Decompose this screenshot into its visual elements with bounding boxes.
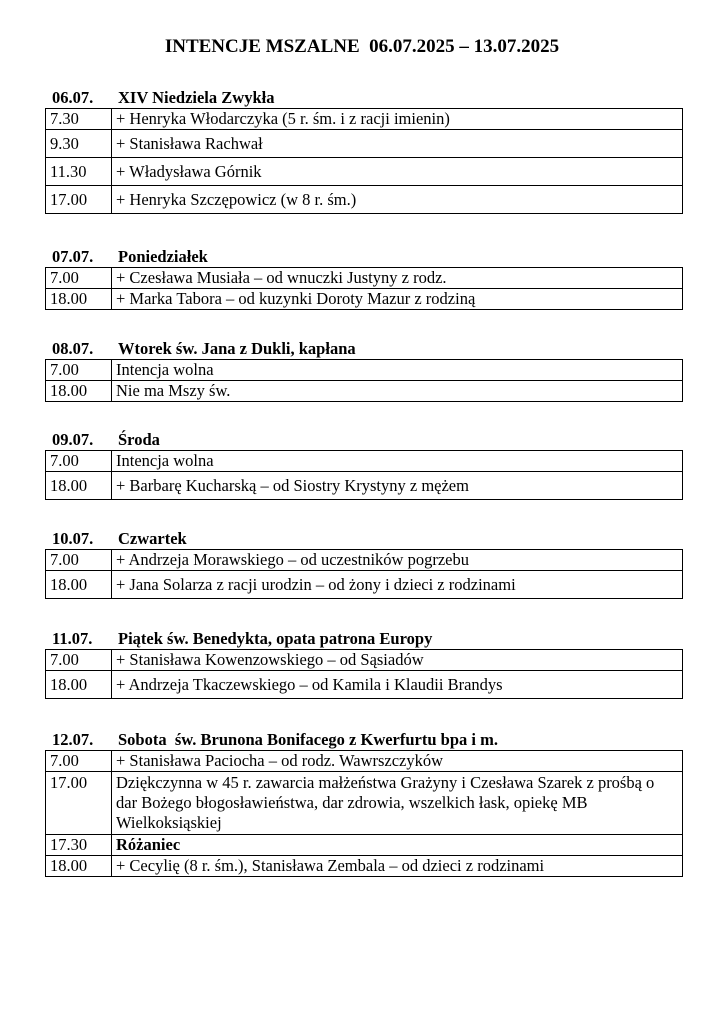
mass-intention: Różaniec [112,835,683,856]
day-header [45,87,683,108]
mass-time: 18.00 [46,381,112,402]
day-header [45,429,683,450]
day-name: Środa [118,430,160,449]
mass-time: 7.00 [46,268,112,289]
mass-intention: + Henryka Szczępowicz (w 8 r. śm.) [112,186,683,214]
mass-intention: + Andrzeja Tkaczewskiego – od Kamila i Klaudii Brandys [112,671,683,699]
mass-time: 11.30 [46,158,112,186]
day-header [45,729,683,750]
mass-time: 9.30 [46,130,112,158]
day-name: XIV Niedziela Zwykła [118,88,275,107]
mass-time: 18.00 [46,571,112,599]
table-row [46,289,683,310]
mass-intention: + Stanisława Kowenzowskiego – od Sąsiadów [112,650,683,671]
mass-intention: + Jana Solarza z racji urodzin – od żony i dzieci z rodzinami [112,571,683,599]
mass-time: 18.00 [46,472,112,500]
intentions-table [45,750,683,877]
mass-intention: Dziękczynna w 45 r. zawarcia małżeństwa Grażyny i Czesława Szarek z prośbą o dar Bożego błogosławieństwa, dar zdrowia, wszelkich łask, opiekę MB Wielkoksiąskiej [112,772,683,835]
table-row [46,472,683,500]
day-section [45,429,683,500]
day-section [45,87,683,214]
day-name: Poniedziałek [118,247,208,266]
day-date: 12.07. [52,730,94,749]
mass-intention: + Barbarę Kucharską – od Siostry Krystyny z mężem [112,472,683,500]
table-row [46,772,683,835]
day-header [45,628,683,649]
table-row [46,451,683,472]
mass-intention: + Władysława Górnik [112,158,683,186]
table-row [46,751,683,772]
table-row [46,835,683,856]
page-title: INTENCJE MSZALNE 06.07.2025 – 13.07.2025 [164,36,560,57]
day-section [45,338,683,402]
intentions-table [45,649,683,699]
mass-time: 7.30 [46,109,112,130]
day-name: Sobota św. Brunona Bonifacego z Kwerfurtu bpa i m. [118,730,498,749]
intentions-table [45,450,683,500]
intentions-table [45,549,683,599]
day-date: 07.07. [52,247,94,266]
table-row [46,381,683,402]
mass-time: 7.00 [46,751,112,772]
day-header [45,246,683,267]
table-row [46,650,683,671]
mass-intention: + Henryka Włodarczyka (5 r. śm. i z racji imienin) [112,109,683,130]
table-row [46,571,683,599]
table-row [46,268,683,289]
mass-intention: + Czesława Musiała – od wnuczki Justyny z rodz. [112,268,683,289]
mass-time: 7.00 [46,550,112,571]
mass-intention: + Stanisława Paciocha – od rodz. Wawrszczyków [112,751,683,772]
mass-time: 7.00 [46,451,112,472]
table-row [46,130,683,158]
day-header [45,528,683,549]
table-row [46,186,683,214]
table-row [46,109,683,130]
intentions-table [45,108,683,214]
mass-time: 18.00 [46,856,112,877]
mass-intention: + Stanisława Rachwał [112,130,683,158]
table-row [46,856,683,877]
day-date: 11.07. [52,629,93,648]
mass-intention: + Andrzeja Morawskiego – od uczestników pogrzebu [112,550,683,571]
day-section [45,628,683,699]
day-section [45,729,683,877]
day-name: Wtorek św. Jana z Dukli, kapłana [118,339,356,358]
mass-intention: + Marka Tabora – od kuzynki Doroty Mazur z rodziną [112,289,683,310]
intentions-table [45,267,683,310]
table-row [46,360,683,381]
day-name: Piątek św. Benedykta, opata patrona Europy [118,629,433,648]
mass-intention: Intencja wolna [112,451,683,472]
day-date: 06.07. [52,88,94,107]
table-row [46,158,683,186]
day-name: Czwartek [118,529,187,548]
mass-time: 7.00 [46,650,112,671]
mass-time: 17.30 [46,835,112,856]
mass-time: 18.00 [46,289,112,310]
mass-time: 18.00 [46,671,112,699]
intentions-table [45,359,683,402]
mass-intention: Nie ma Mszy św. [112,381,683,402]
day-date: 09.07. [52,430,94,449]
mass-intention: + Cecylię (8 r. śm.), Stanisława Zembala – od dzieci z rodzinami [112,856,683,877]
table-row [46,671,683,699]
day-header [45,338,683,359]
day-date: 08.07. [52,339,94,358]
day-section [45,528,683,599]
mass-time: 7.00 [46,360,112,381]
day-date: 10.07. [52,529,94,548]
mass-intention: Intencja wolna [112,360,683,381]
table-row [46,550,683,571]
mass-time: 17.00 [46,186,112,214]
mass-time: 17.00 [46,772,112,835]
day-section [45,246,683,310]
